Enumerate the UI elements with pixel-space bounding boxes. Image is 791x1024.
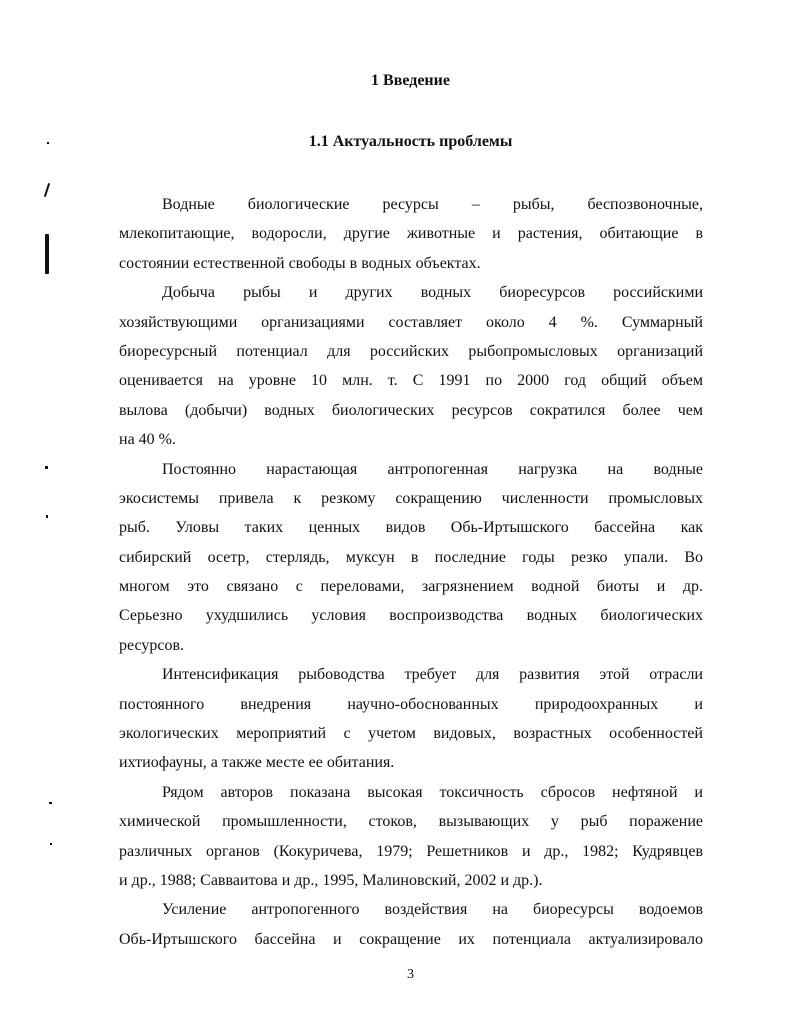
scan-mark xyxy=(44,183,50,197)
text-line: Серьезно ухудшились условия воспроизводства водных биологических xyxy=(119,607,703,625)
text-line: Рядом авторов показана высокая токсичность сбросов нефтяной и xyxy=(162,783,703,801)
text-line: Интенсификация рыбоводства требует для развития этой отрасли xyxy=(162,666,703,684)
text-line: на 40 %. xyxy=(119,431,176,449)
text-line: ресурсов. xyxy=(119,636,185,654)
scan-mark xyxy=(45,466,48,469)
text-line: рыб. Уловы таких ценных видов Обь-Иртышского бассейна как xyxy=(119,519,703,537)
scan-mark xyxy=(46,515,48,518)
text-line: экологических мероприятий с учетом видовых, возрастных особенностей xyxy=(119,725,703,743)
text-line: состоянии естественной свободы в водных объектах. xyxy=(119,254,481,272)
scan-mark xyxy=(49,802,52,804)
text-line: Обь-Иртышского бассейна и сокращение их потенциала актуализировало xyxy=(119,930,703,948)
text-line: хозяйствующими организациями составляет около 4 %. Суммарный xyxy=(119,313,703,331)
text-line: млекопитающие, водоросли, другие животные и растения, обитающие в xyxy=(119,225,703,243)
text-line: экосистемы привела к резкому сокращению численности промысловых xyxy=(119,489,703,507)
text-line: и др., 1988; Савваитова и др., 1995, Малиновский, 2002 и др.). xyxy=(119,871,543,889)
text-line: сибирский осетр, стерлядь, муксун в последние годы резко упали. Во xyxy=(119,548,703,566)
text-line: вылова (добычи) водных биологических ресурсов сократился более чем xyxy=(119,401,703,419)
scan-mark xyxy=(50,843,52,845)
text-line: Добыча рыбы и других водных биоресурсов российскими xyxy=(162,284,703,302)
scan-mark xyxy=(45,234,49,274)
text-line: химической промышленности, стоков, вызывающих у рыб поражение xyxy=(119,813,703,831)
text-line: постоянного внедрения научно-обоснованных природоохранных и xyxy=(119,695,703,713)
page-number: 3 xyxy=(407,967,414,982)
chapter-heading: 1 Введение xyxy=(371,72,450,89)
text-line: многом это связано с переловами, загрязнением водной биоты и др. xyxy=(119,578,703,596)
text-line: Водные биологические ресурсы – рыбы, беспозвоночные, xyxy=(162,196,703,213)
text-line: биоресурсный потенциал для российских рыбопромысловых организаций xyxy=(119,342,703,360)
text-line: различных органов (Кокуричева, 1979; Решетников и др., 1982; Кудрявцев xyxy=(119,842,703,860)
section-heading: 1.1 Актуальность проблемы xyxy=(308,133,513,150)
text-line: Усиление антропогенного воздействия на биоресурсы водоемов xyxy=(162,901,703,919)
text-line: Постоянно нарастающая антропогенная нагрузка на водные xyxy=(162,460,703,478)
body-text xyxy=(119,190,703,954)
text-line: ихтиофауны, а также месте ее обитания. xyxy=(119,754,395,772)
text-line: оценивается на уровне 10 млн. т. С 1991 по 2000 год общий объем xyxy=(119,372,703,390)
